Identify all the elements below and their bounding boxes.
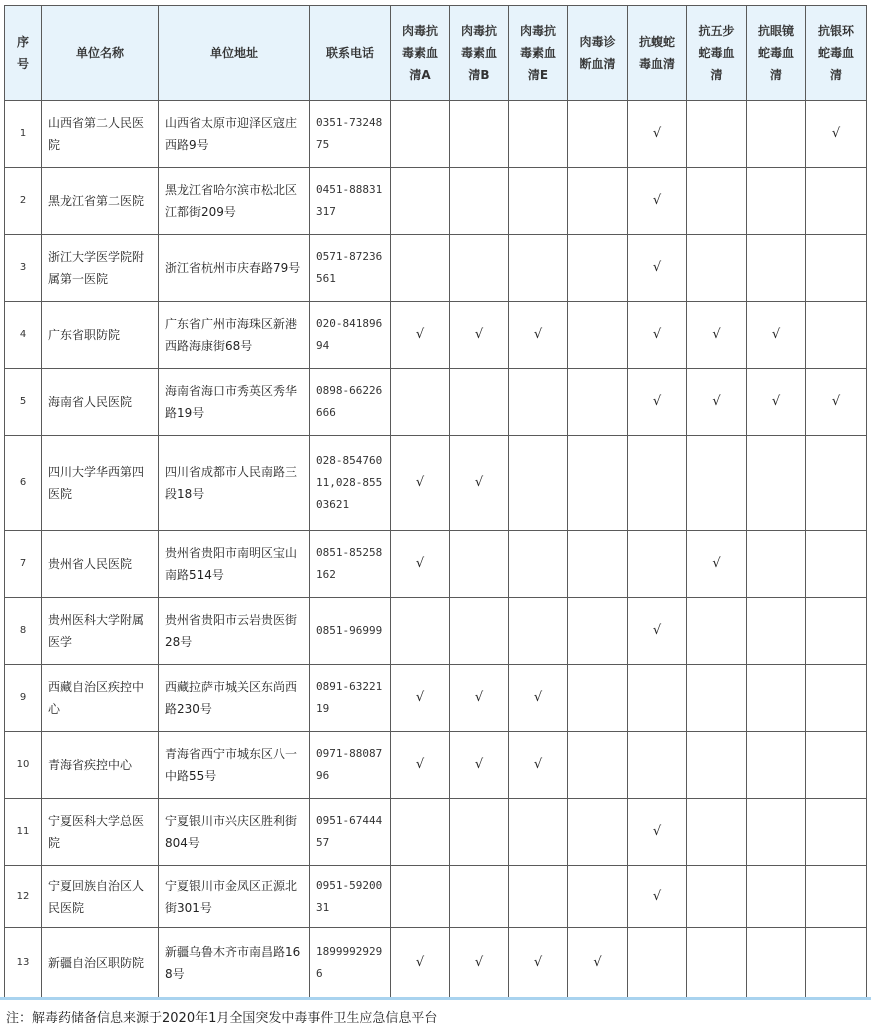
cell-botulinum-a: √: [391, 665, 450, 732]
cell-deinagkistrodon: [687, 101, 747, 168]
table-row: [5, 598, 867, 665]
cell-unit: 西藏自治区疾控中心: [42, 665, 159, 732]
cell-botulinum-e: [509, 235, 568, 302]
header-naja: 抗眼镜蛇毒血清: [747, 6, 806, 101]
cell-deinagkistrodon: [687, 732, 747, 799]
cell-phone: 0898-66226666: [310, 369, 391, 436]
table-row: [5, 665, 867, 732]
cell-unit: 黑龙江省第二医院: [42, 168, 159, 235]
cell-index: 8: [5, 598, 42, 665]
cell-deinagkistrodon: [687, 665, 747, 732]
cell-unit: 四川大学华西第四医院: [42, 436, 159, 531]
cell-botulinum-diag: √: [568, 928, 628, 998]
cell-botulinum-b: [450, 866, 509, 928]
cell-naja: [747, 799, 806, 866]
cell-index: 7: [5, 531, 42, 598]
cell-deinagkistrodon: [687, 168, 747, 235]
source-note: 注：解毒药储备信息来源于2020年1月全国突发中毒事件卫生应急信息平台: [6, 1011, 438, 1026]
table-row: [5, 531, 867, 598]
cell-botulinum-e: [509, 799, 568, 866]
table-row: [5, 235, 867, 302]
header-index: 序号: [5, 6, 42, 101]
cell-phone: 0971-8808796: [310, 732, 391, 799]
cell-bungarus: [806, 732, 867, 799]
cell-botulinum-e: √: [509, 928, 568, 998]
header-agkistrodon: 抗蝮蛇毒血清: [628, 6, 687, 101]
cell-naja: [747, 168, 806, 235]
header-row: [5, 6, 867, 101]
cell-botulinum-a: [391, 598, 450, 665]
antidote-table-wrapper: [4, 5, 866, 998]
cell-naja: √: [747, 369, 806, 436]
cell-phone: 0351-7324875: [310, 101, 391, 168]
table-row: [5, 101, 867, 168]
cell-botulinum-diag: [568, 168, 628, 235]
table-row: [5, 302, 867, 369]
cell-agkistrodon: √: [628, 369, 687, 436]
cell-botulinum-b: [450, 369, 509, 436]
cell-botulinum-e: [509, 101, 568, 168]
table-row: [5, 168, 867, 235]
cell-naja: [747, 732, 806, 799]
cell-bungarus: [806, 665, 867, 732]
cell-deinagkistrodon: [687, 928, 747, 998]
cell-botulinum-diag: [568, 732, 628, 799]
cell-agkistrodon: √: [628, 866, 687, 928]
cell-botulinum-a: √: [391, 531, 450, 598]
cell-index: 3: [5, 235, 42, 302]
cell-bungarus: [806, 235, 867, 302]
cell-naja: [747, 101, 806, 168]
cell-botulinum-b: √: [450, 732, 509, 799]
cell-botulinum-diag: [568, 101, 628, 168]
cell-botulinum-e: [509, 168, 568, 235]
cell-bungarus: [806, 928, 867, 998]
cell-botulinum-a: √: [391, 732, 450, 799]
cell-botulinum-b: [450, 531, 509, 598]
cell-phone: 020-84189694: [310, 302, 391, 369]
cell-botulinum-e: √: [509, 732, 568, 799]
cell-address: 青海省西宁市城东区八一中路55号: [159, 732, 310, 799]
cell-address: 海南省海口市秀英区秀华路19号: [159, 369, 310, 436]
cell-naja: [747, 598, 806, 665]
cell-deinagkistrodon: √: [687, 302, 747, 369]
table-row: [5, 369, 867, 436]
cell-phone: 0951-5920031: [310, 866, 391, 928]
cell-botulinum-diag: [568, 302, 628, 369]
cell-agkistrodon: √: [628, 799, 687, 866]
cell-deinagkistrodon: [687, 866, 747, 928]
cell-bungarus: [806, 302, 867, 369]
cell-agkistrodon: √: [628, 302, 687, 369]
cell-botulinum-b: √: [450, 665, 509, 732]
cell-botulinum-e: [509, 531, 568, 598]
cell-agkistrodon: √: [628, 235, 687, 302]
cell-botulinum-e: [509, 369, 568, 436]
cell-unit: 青海省疾控中心: [42, 732, 159, 799]
cell-phone: 0451-88831317: [310, 168, 391, 235]
cell-botulinum-a: [391, 235, 450, 302]
cell-agkistrodon: [628, 531, 687, 598]
cell-unit: 贵州医科大学附属医学: [42, 598, 159, 665]
cell-botulinum-b: √: [450, 928, 509, 998]
cell-index: 2: [5, 168, 42, 235]
cell-botulinum-diag: [568, 235, 628, 302]
cell-address: 宁夏银川市兴庆区胜利街804号: [159, 799, 310, 866]
cell-index: 10: [5, 732, 42, 799]
cell-address: 四川省成都市人民南路三段18号: [159, 436, 310, 531]
cell-botulinum-a: [391, 168, 450, 235]
cell-botulinum-diag: [568, 598, 628, 665]
cell-bungarus: [806, 436, 867, 531]
cell-naja: [747, 235, 806, 302]
cell-botulinum-b: [450, 235, 509, 302]
cell-agkistrodon: [628, 665, 687, 732]
header-botulinum-b: 肉毒抗毒素血清B: [450, 6, 509, 101]
cell-bungarus: √: [806, 101, 867, 168]
cell-bungarus: [806, 799, 867, 866]
table-row: [5, 436, 867, 531]
cell-index: 12: [5, 866, 42, 928]
cell-agkistrodon: [628, 928, 687, 998]
cell-index: 6: [5, 436, 42, 531]
cell-botulinum-b: [450, 101, 509, 168]
cell-botulinum-e: √: [509, 302, 568, 369]
cell-botulinum-e: [509, 598, 568, 665]
cell-bungarus: √: [806, 369, 867, 436]
cell-botulinum-diag: [568, 436, 628, 531]
cell-deinagkistrodon: [687, 598, 747, 665]
cell-botulinum-a: [391, 866, 450, 928]
cell-unit: 新疆自治区职防院: [42, 928, 159, 998]
table-body: [5, 101, 867, 998]
cell-botulinum-e: [509, 866, 568, 928]
cell-phone: 0951-6744457: [310, 799, 391, 866]
cell-naja: [747, 436, 806, 531]
cell-naja: [747, 531, 806, 598]
cell-botulinum-diag: [568, 369, 628, 436]
header-botulinum-a: 肉毒抗毒素血清A: [391, 6, 450, 101]
cell-naja: [747, 665, 806, 732]
cell-botulinum-diag: [568, 665, 628, 732]
cell-deinagkistrodon: [687, 436, 747, 531]
cell-botulinum-a: [391, 799, 450, 866]
cell-address: 新疆乌鲁木齐市南昌路168号: [159, 928, 310, 998]
cell-botulinum-a: [391, 369, 450, 436]
cell-deinagkistrodon: √: [687, 531, 747, 598]
cell-agkistrodon: √: [628, 168, 687, 235]
cell-botulinum-a: [391, 101, 450, 168]
cell-agkistrodon: [628, 732, 687, 799]
cell-address: 广东省广州市海珠区新港西路海康街68号: [159, 302, 310, 369]
cell-agkistrodon: √: [628, 598, 687, 665]
header-deinagkistrodon: 抗五步蛇毒血清: [687, 6, 747, 101]
cell-botulinum-e: [509, 436, 568, 531]
cell-unit: 宁夏回族自治区人民医院: [42, 866, 159, 928]
table-header: [5, 6, 867, 101]
cell-index: 13: [5, 928, 42, 998]
cell-botulinum-a: √: [391, 928, 450, 998]
cell-address: 贵州省贵阳市云岩贵医街28号: [159, 598, 310, 665]
cell-unit: 山西省第二人民医院: [42, 101, 159, 168]
cell-index: 1: [5, 101, 42, 168]
cell-deinagkistrodon: [687, 235, 747, 302]
header-bungarus: 抗银环蛇毒血清: [806, 6, 867, 101]
cell-address: 西藏拉萨市城关区东尚西路230号: [159, 665, 310, 732]
cell-botulinum-b: [450, 168, 509, 235]
cell-address: 黑龙江省哈尔滨市松北区江都街209号: [159, 168, 310, 235]
table-row: [5, 866, 867, 928]
cell-index: 11: [5, 799, 42, 866]
header-botulinum-diag: 肉毒诊断血清: [568, 6, 628, 101]
header-address: 单位地址: [159, 6, 310, 101]
cell-unit: 浙江大学医学院附属第一医院: [42, 235, 159, 302]
cell-bungarus: [806, 598, 867, 665]
cell-agkistrodon: [628, 436, 687, 531]
cell-index: 4: [5, 302, 42, 369]
cell-phone: 028-85476011,028-85503621: [310, 436, 391, 531]
antidote-reserve-table: [4, 5, 867, 998]
cell-bungarus: [806, 866, 867, 928]
cell-botulinum-e: √: [509, 665, 568, 732]
cell-bungarus: [806, 168, 867, 235]
cell-deinagkistrodon: [687, 799, 747, 866]
cell-index: 5: [5, 369, 42, 436]
cell-botulinum-b: √: [450, 436, 509, 531]
cell-deinagkistrodon: √: [687, 369, 747, 436]
cell-phone: 0851-96999: [310, 598, 391, 665]
cell-botulinum-diag: [568, 531, 628, 598]
cell-phone: 0891-6322119: [310, 665, 391, 732]
cell-unit: 海南省人民医院: [42, 369, 159, 436]
cell-agkistrodon: √: [628, 101, 687, 168]
cell-botulinum-a: √: [391, 302, 450, 369]
cell-naja: √: [747, 302, 806, 369]
cell-address: 浙江省杭州市庆春路79号: [159, 235, 310, 302]
cell-address: 贵州省贵阳市南明区宝山南路514号: [159, 531, 310, 598]
cell-unit: 广东省职防院: [42, 302, 159, 369]
cell-botulinum-diag: [568, 799, 628, 866]
cell-botulinum-diag: [568, 866, 628, 928]
cell-unit: 贵州省人民医院: [42, 531, 159, 598]
cell-address: 山西省太原市迎泽区寇庄西路9号: [159, 101, 310, 168]
cell-bungarus: [806, 531, 867, 598]
cell-address: 宁夏银川市金凤区正源北街301号: [159, 866, 310, 928]
bottom-divider: [0, 997, 871, 1000]
cell-phone: 0851-85258162: [310, 531, 391, 598]
table-row: [5, 928, 867, 998]
cell-unit: 宁夏医科大学总医院: [42, 799, 159, 866]
cell-index: 9: [5, 665, 42, 732]
table-row: [5, 732, 867, 799]
header-botulinum-e: 肉毒抗毒素血清E: [509, 6, 568, 101]
cell-botulinum-b: [450, 598, 509, 665]
cell-phone: 0571-87236561: [310, 235, 391, 302]
header-phone: 联系电话: [310, 6, 391, 101]
cell-botulinum-a: √: [391, 436, 450, 531]
header-unit: 单位名称: [42, 6, 159, 101]
cell-naja: [747, 866, 806, 928]
cell-phone: 18999929296: [310, 928, 391, 998]
cell-naja: [747, 928, 806, 998]
cell-botulinum-b: [450, 799, 509, 866]
table-row: [5, 799, 867, 866]
cell-botulinum-b: √: [450, 302, 509, 369]
